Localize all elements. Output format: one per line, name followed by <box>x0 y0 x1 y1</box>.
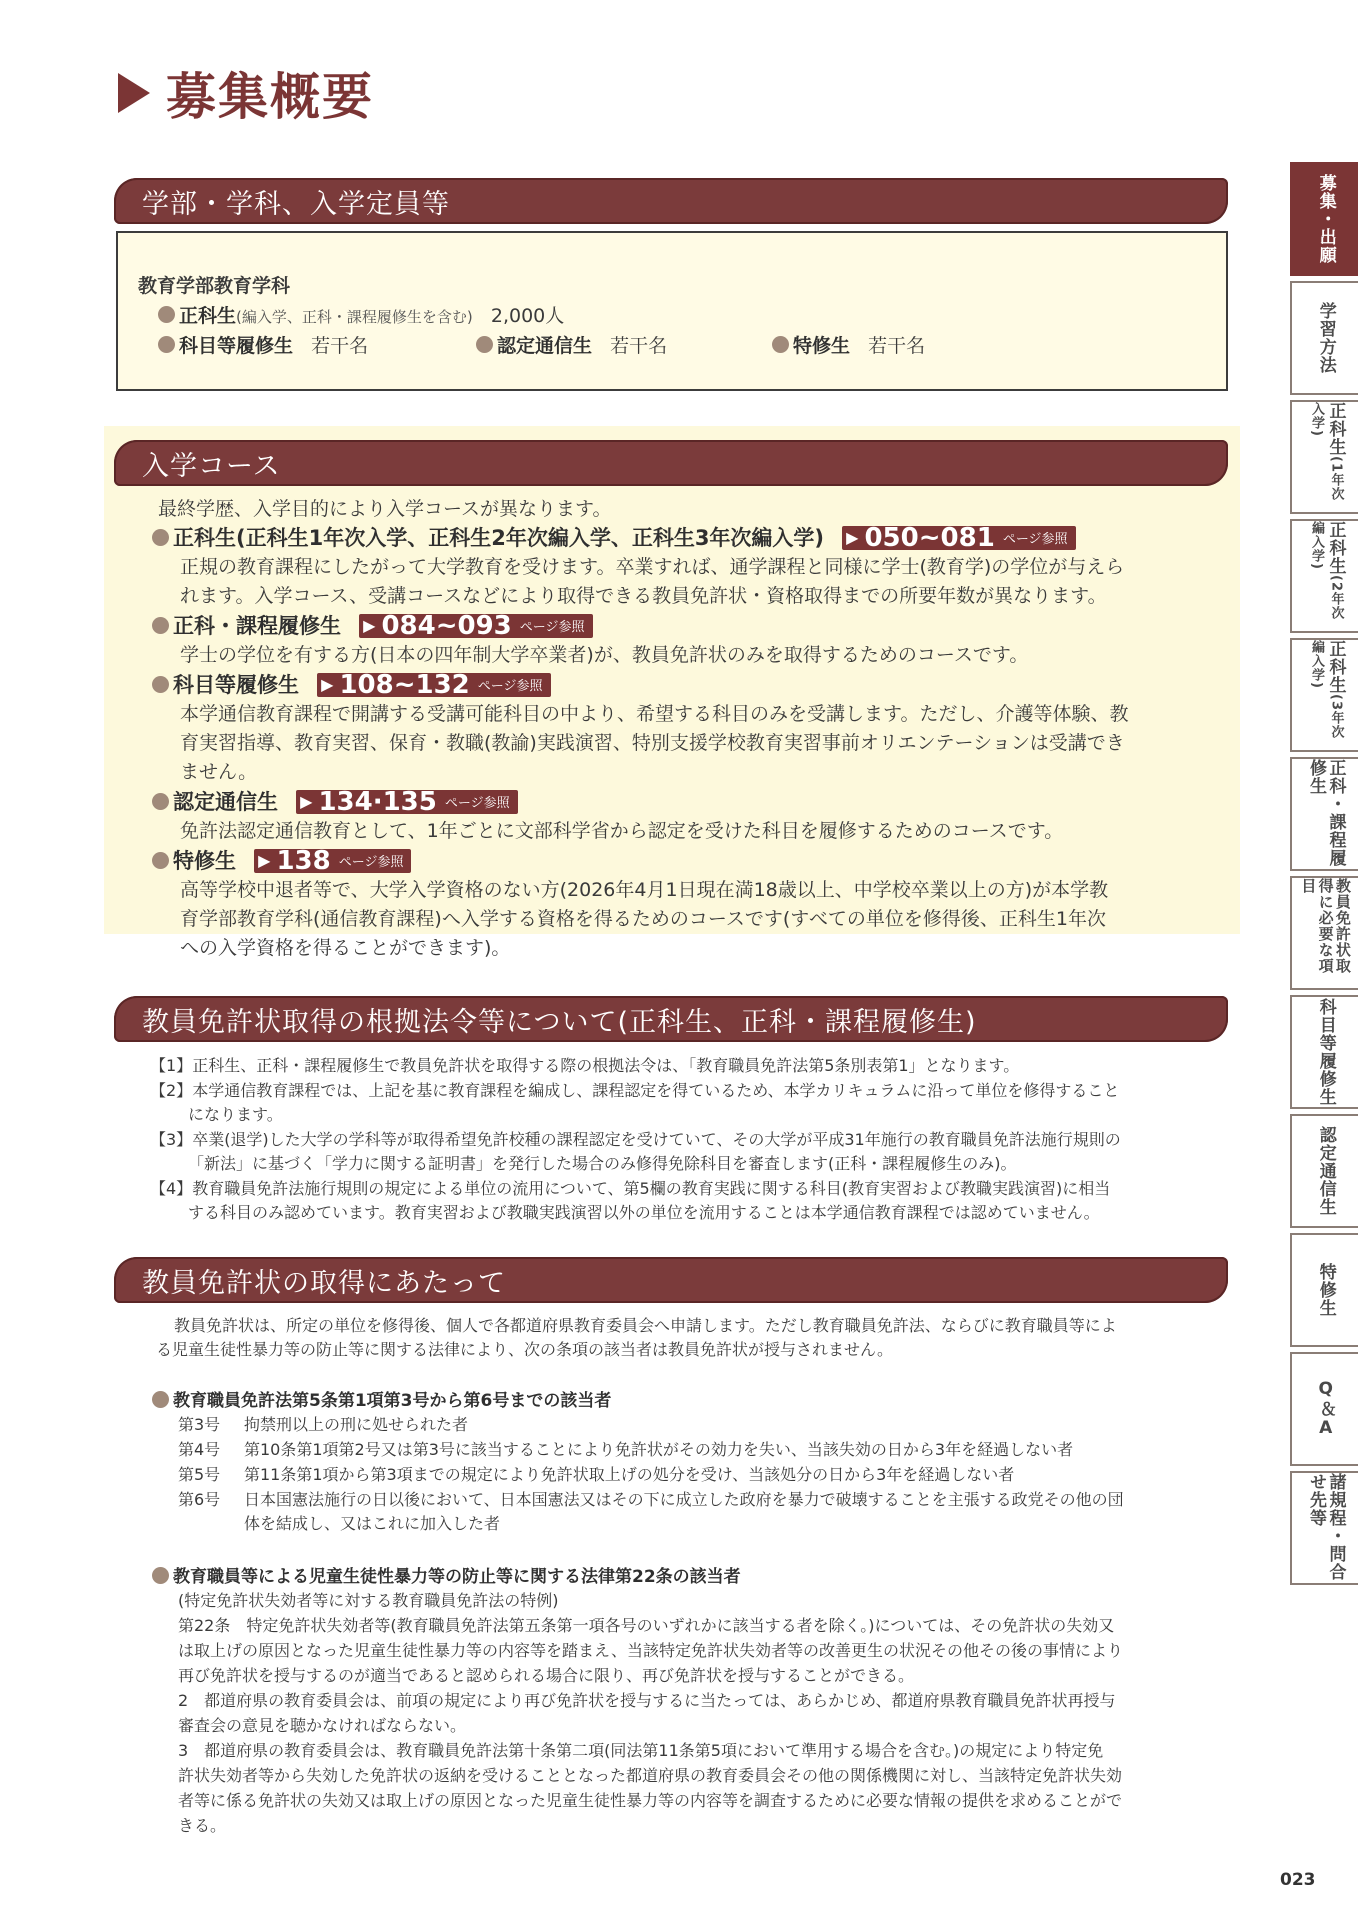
play-arrow-icon: ▶ <box>258 851 271 870</box>
law-text-line: 者等に係る免許状の失効又は取上げの原因となった児童生徒性暴力等の内容等を調査するために必要な情報の提供を求めることがで <box>178 1791 1123 1810</box>
tab-sublabel: (1年次入学) <box>1309 402 1344 501</box>
courses-intro: 最終学歴、入学目的により入学コースが異なります。 <box>158 498 612 520</box>
bullet-icon <box>772 336 789 353</box>
legal-note-cont: 「新法」に基づく「学力に関する証明書」を発行した場合のみ修得免除科目を審査します(正科・課程履修生のみ)。 <box>188 1154 1017 1173</box>
course-desc-line: 本学通信教育課程で開講する受講可能科目の中より、希望する科目のみを受講します。ただし、介護等体験、教 <box>180 703 1129 725</box>
legal-note: 【3】卒業(退学)した大学の学科等が取得希望免許校種の課程認定を受けていて、その大学が平成31年施行の教育職員免許法施行規則の <box>150 1130 1121 1149</box>
license-intro-line: 教員免許状は、所定の単位を修得後、個人で各都道府県教育委員会へ申請します。ただし教育職員免許法、ならびに教育職員等によ <box>174 1316 1117 1335</box>
bullet-icon <box>152 1391 169 1408</box>
law-text-line: きる。 <box>178 1816 227 1835</box>
course-desc-line: への入学資格を得ることができます)。 <box>180 937 511 959</box>
tab-label: 正科生 <box>1325 402 1346 456</box>
tab-subject-student[interactable] <box>1290 995 1358 1109</box>
course-desc-line: 育実習指導、教育実習、保育・教職(教諭)実践演習、特別支援学校教育実習事前オリエンテーションは受講でき <box>180 732 1125 754</box>
law-item-no: 第4号 <box>178 1440 221 1459</box>
legal-note-cont: になります。 <box>188 1105 283 1124</box>
law-text-line: 許状失効者等から失効した免許状の返納を受けることとなった都道府県の教育委員会その他の関係機関に対し、当該特定免許状失効 <box>178 1766 1123 1785</box>
law-item-text: 拘禁刑以上の刑に処せられた者 <box>244 1415 469 1434</box>
legal-note: 【1】正科生、正科・課程履修生で教員免許状を取得する際の根拠法令は、「教育職員免許法第5条別表第1」となります。 <box>150 1056 1020 1075</box>
section-header-license-acquisition: 教員免許状の取得にあたって <box>114 1257 1228 1303</box>
page-title: 募集概要 <box>118 58 374 128</box>
course-special-title: 特修生 ▶ 138 ページ参照 <box>152 845 411 875</box>
law-text-line: 審査会の意見を聴かなければならない。 <box>178 1716 467 1735</box>
faculty-name: 教育学部教育学科 <box>138 275 291 297</box>
section-header-legal-basis: 教員免許状取得の根拠法令等について(正科生、正科・課程履修生) <box>114 996 1228 1042</box>
play-arrow-icon: ▶ <box>846 528 859 547</box>
course-teacher-title: 正科・課程履修生 ▶ 084~093 ページ参照 <box>152 610 593 640</box>
special-student-row: 特修生 若干名 <box>772 331 925 358</box>
tab-sublabel: 課程履修生 <box>1306 759 1346 867</box>
tab-label: 学習方法 <box>1315 302 1336 374</box>
tab-study-method[interactable] <box>1290 281 1358 395</box>
page-ref-link[interactable]: ▶ 108~132 ページ参照 <box>317 673 550 697</box>
law-text-line: 第22条 特定免許状失効者等(教育職員免許法第五条第一項各号のいずれかに該当する者を除く。)については、その免許状の失効又 <box>178 1616 1115 1635</box>
course-desc-line: れます。入学コース、受講コースなどにより取得できる教員免許状・資格取得までの所要年数が異なります。 <box>180 585 1107 607</box>
play-arrow-icon: ▶ <box>321 675 334 694</box>
law-text-line: は取上げの原因となった児童生徒性暴力等の内容等を踏まえ、当該特定免許状失効者等の改善更生の状況その他その後の事情により <box>178 1641 1123 1660</box>
legal-note: 【2】本学通信教育課程では、上記を基に教育課程を編成し、課程認定を得ているため、本学カリキュラムに沿って単位を修得すること <box>150 1081 1120 1100</box>
tab-label: 諸規程・ <box>1325 1473 1346 1545</box>
page-ref-link[interactable]: ▶ 134·135 ページ参照 <box>296 790 517 814</box>
tab-qa[interactable] <box>1290 1352 1358 1466</box>
tab-label: 正科・ <box>1325 759 1346 813</box>
tab-sublabel: (3年次編入学) <box>1309 640 1344 739</box>
tab-label: 正科生 <box>1325 640 1346 694</box>
course-desc-line: 学士の学位を有する方(日本の四年制大学卒業者)が、教員免許状のみを取得するためのコースです。 <box>180 644 1029 666</box>
regular-student-row: 正科生(編入学、正科・課程履修生を含む) 2,000人 <box>158 301 564 328</box>
page-number: 023 <box>1280 1870 1316 1890</box>
tab-label: 正科生 <box>1325 521 1346 575</box>
page-ref-link[interactable]: ▶ 084~093 ページ参照 <box>359 614 592 638</box>
tab-special-student[interactable] <box>1290 1233 1358 1347</box>
tab-sublabel: 問合せ先等 <box>1306 1473 1346 1581</box>
subject-student-row: 科目等履修生 若干名 <box>158 331 368 358</box>
section-header-enrollment: 学部・学科、入学定員等 <box>114 178 1228 224</box>
course-desc-line: 免許法認定通信教育として、1年ごとに文部科学省から認定を受けた科目を履修するためのコースです。 <box>180 820 1064 842</box>
certified-student-row: 認定通信生 若干名 <box>476 331 667 358</box>
bullet-icon <box>158 336 175 353</box>
bullet-icon <box>152 676 169 693</box>
disqualification-sub2-title: 教育職員等による児童生徒性暴力等の防止等に関する法律第22条の該当者 <box>152 1562 741 1587</box>
course-desc-line: ません。 <box>180 761 258 783</box>
tab-regular-1st[interactable] <box>1290 400 1358 514</box>
tab-regulations[interactable] <box>1290 1471 1358 1585</box>
course-certified-title: 認定通信生 ▶ 134·135 ページ参照 <box>152 786 518 816</box>
bullet-icon <box>152 529 169 546</box>
bullet-icon <box>476 336 493 353</box>
law-item-text: 第10条第1項第2号又は第3号に該当することにより免許状がその効力を失い、当該失効の日から3年を経過しない者 <box>244 1440 1074 1459</box>
tab-certified-student[interactable] <box>1290 1114 1358 1228</box>
bullet-icon <box>158 306 175 323</box>
tab-regular-3rd[interactable] <box>1290 638 1358 752</box>
tab-license-items[interactable] <box>1290 876 1358 990</box>
law-text-line: 3 都道府県の教育委員会は、教育職員免許法第十条第二項(同法第11条第5項において準用する場合を含む。)の規定により特定免 <box>178 1741 1104 1760</box>
tab-regular-2nd[interactable] <box>1290 519 1358 633</box>
law-text-line: 2 都道府県の教育委員会は、前項の規定により再び免許状を授与するに当たっては、あらかじめ、都道府県教育職員免許状再授与 <box>178 1691 1116 1710</box>
course-desc-line: 正規の教育課程にしたがって大学教育を受けます。卒業すれば、通学課程と同様に学士(教育学)の学位が与えら <box>180 556 1125 578</box>
tab-label: 特修生 <box>1315 1263 1336 1317</box>
disqualification-sub1-title: 教育職員免許法第5条第1項第3号から第6号までの該当者 <box>152 1386 611 1411</box>
law-item-no: 第3号 <box>178 1415 221 1434</box>
tab-sublabel: 必要な項目 <box>1299 878 1335 974</box>
title-triangle-icon <box>118 73 150 113</box>
tab-label: 科目等 <box>1315 998 1336 1052</box>
law-item-text: 第11条第1項から第3項までの規定により免許状取上げの処分を受け、当該処分の日から3年を経過しない者 <box>244 1465 1015 1484</box>
law-item-no: 第6号 <box>178 1490 221 1509</box>
tab-label: 教員免許状取得に <box>1316 878 1352 974</box>
tab-teacher-course[interactable] <box>1290 757 1358 871</box>
law-text-line: (特定免許状失効者等に対する教育職員免許法の特例) <box>178 1591 559 1610</box>
bullet-icon <box>152 1567 169 1584</box>
enrollment-box <box>116 231 1228 391</box>
law-text-line: 再び免許状を授与するのが適当であると認められる場合に限り、再び免許状を授与することができる。 <box>178 1666 915 1685</box>
legal-note-cont: する科目のみ認めています。教育実習および教職実践演習以外の単位を流用することは本学通信教育課程では認めていません。 <box>188 1203 1100 1222</box>
course-regular-title: 正科生(正科生1年次入学、正科生2年次編入学、正科生3年次編入学) ▶ 050~081 ページ参照 <box>152 522 1076 552</box>
page-ref-link[interactable]: ▶ 050~081 ページ参照 <box>842 526 1075 550</box>
play-arrow-icon: ▶ <box>363 616 376 635</box>
course-desc-line: 高等学校中退者等で、大学入学資格のない方(2026年4月1日現在満18歳以上、中学校卒業以上の方)が本学教 <box>180 879 1109 901</box>
tab-label: 募集・出願 <box>1315 174 1336 264</box>
course-desc-line: 育学部教育学科(通信教育課程)へ入学する資格を得るためのコースです(すべての単位を修得後、正科生1年次 <box>180 908 1106 930</box>
tab-sublabel: (2年次編入学) <box>1309 521 1344 620</box>
license-intro-line: る児童生徒性暴力等の防止等に関する法律により、次の条項の該当者は教員免許状が授与されません。 <box>156 1340 893 1359</box>
law-item-no: 第5号 <box>178 1465 221 1484</box>
tab-sublabel: 履修生 <box>1315 1052 1336 1106</box>
page-ref-link[interactable]: ▶ 138 ページ参照 <box>254 849 411 873</box>
bullet-icon <box>152 852 169 869</box>
legal-note: 【4】教育職員免許法施行規則の規定による単位の流用について、第5欄の教育実践に関する科目(教育実習および教職実践演習)に相当 <box>150 1179 1111 1198</box>
tab-label: 認定通信生 <box>1315 1126 1336 1216</box>
law-item-text: 体を結成し、又はこれに加入した者 <box>244 1514 501 1533</box>
bullet-icon <box>152 793 169 810</box>
tab-application[interactable] <box>1290 162 1358 276</box>
section-header-courses: 入学コース <box>114 440 1228 486</box>
law-item-text: 日本国憲法施行の日以後において、日本国憲法又はその下に成立した政府を暴力で破壊することを主張する政党その他の団 <box>244 1490 1124 1509</box>
bullet-icon <box>152 617 169 634</box>
play-arrow-icon: ▶ <box>300 792 313 811</box>
course-subject-title: 科目等履修生 ▶ 108~132 ページ参照 <box>152 669 551 699</box>
tab-label: Q＆A <box>1315 1379 1336 1439</box>
